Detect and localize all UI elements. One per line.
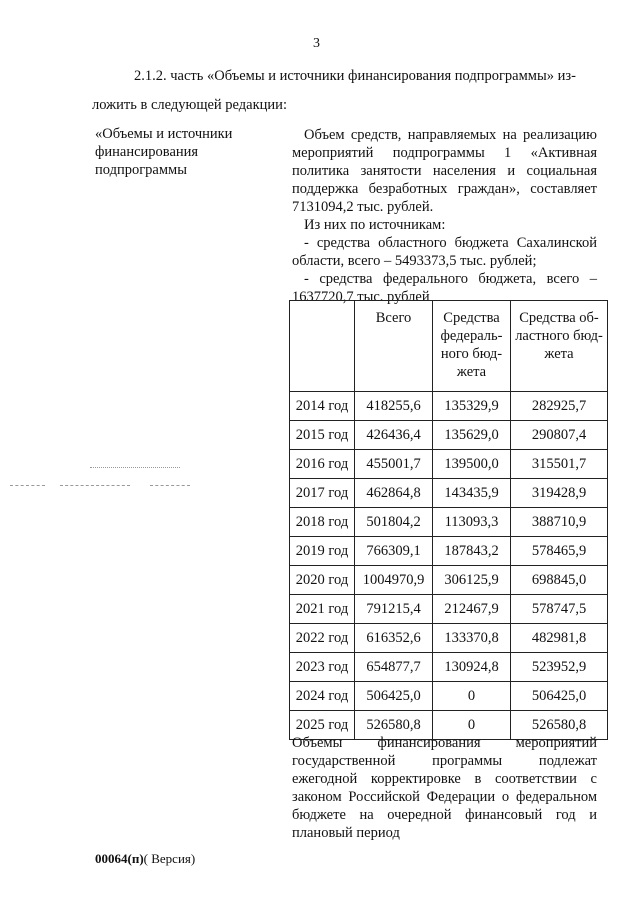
closing-paragraph: Объемы финансирования мероприятий государственной программы подлежат ежегодной корректировке в соответствии с законом Российской Федерации о федеральном бюджете на очередной финансовый год и плановый период bbox=[292, 735, 597, 841]
value-cell: 506425,0 bbox=[511, 682, 608, 711]
table-header-cell: Всего bbox=[355, 301, 433, 392]
value-cell: 133370,8 bbox=[433, 624, 511, 653]
value-cell: 135329,9 bbox=[433, 392, 511, 421]
value-cell: 319428,9 bbox=[511, 479, 608, 508]
value-cell: 698845,0 bbox=[511, 566, 608, 595]
funding-description bbox=[292, 126, 597, 306]
table-row bbox=[290, 566, 608, 595]
funding-paragraph-federal: - средства федерального бюджета, всего – 1637720,7 тыс. рублей bbox=[292, 271, 597, 305]
table-body bbox=[290, 392, 608, 740]
table-row bbox=[290, 421, 608, 450]
year-cell: 2020 год bbox=[290, 566, 355, 595]
table-row bbox=[290, 537, 608, 566]
table-header-cell: Средства об-ластного бюд-жета bbox=[511, 301, 608, 392]
value-cell: 426436,4 bbox=[355, 421, 433, 450]
value-cell: 187843,2 bbox=[433, 537, 511, 566]
value-cell: 139500,0 bbox=[433, 450, 511, 479]
table-row bbox=[290, 450, 608, 479]
value-cell: 113093,3 bbox=[433, 508, 511, 537]
section-heading-line2: ложить в следующей редакции: bbox=[92, 97, 287, 113]
table-row bbox=[290, 479, 608, 508]
funding-table bbox=[289, 300, 608, 740]
funding-paragraph-sources: Из них по источникам: bbox=[304, 217, 446, 233]
value-cell: 388710,9 bbox=[511, 508, 608, 537]
table-header-row bbox=[290, 301, 608, 392]
footer-version: ( Версия) bbox=[143, 851, 196, 866]
scan-artifact bbox=[10, 485, 45, 487]
value-cell: 130924,8 bbox=[433, 653, 511, 682]
year-cell: 2015 год bbox=[290, 421, 355, 450]
value-cell: 654877,7 bbox=[355, 653, 433, 682]
footer bbox=[95, 851, 195, 867]
value-cell: 455001,7 bbox=[355, 450, 433, 479]
table-header-cell bbox=[290, 301, 355, 392]
year-cell: 2022 год bbox=[290, 624, 355, 653]
scan-artifact bbox=[90, 467, 180, 469]
footer-code: 00064(п) bbox=[95, 851, 144, 866]
year-cell: 2023 год bbox=[290, 653, 355, 682]
value-cell: 526580,8 bbox=[355, 711, 433, 740]
value-cell: 418255,6 bbox=[355, 392, 433, 421]
value-cell: 282925,7 bbox=[511, 392, 608, 421]
value-cell: 526580,8 bbox=[511, 711, 608, 740]
year-cell: 2024 год bbox=[290, 682, 355, 711]
year-cell: 2014 год bbox=[290, 392, 355, 421]
scan-artifact bbox=[60, 485, 130, 487]
value-cell: 578465,9 bbox=[511, 537, 608, 566]
left-column-label: «Объемы и источники финансирования подпрограммы bbox=[95, 126, 233, 178]
table-row bbox=[290, 392, 608, 421]
value-cell: 462864,8 bbox=[355, 479, 433, 508]
funding-paragraph-total: Объем средств, направляемых на реализацию мероприятий подпрограммы 1 «Активная политика занятости населения и социальная поддержка безработных граждан», составляет 7131094,2 тыс. рублей. bbox=[292, 127, 597, 215]
funding-paragraph-regional: - средства областного бюджета Сахалинской области, всего – 5493373,5 тыс. рублей; bbox=[292, 235, 597, 269]
value-cell: 0 bbox=[433, 682, 511, 711]
value-cell: 616352,6 bbox=[355, 624, 433, 653]
table-row bbox=[290, 682, 608, 711]
value-cell: 506425,0 bbox=[355, 682, 433, 711]
value-cell: 0 bbox=[433, 711, 511, 740]
page-number: 3 bbox=[313, 36, 320, 51]
value-cell: 1004970,9 bbox=[355, 566, 433, 595]
year-cell: 2021 год bbox=[290, 595, 355, 624]
value-cell: 578747,5 bbox=[511, 595, 608, 624]
section-heading-line1: 2.1.2. часть «Объемы и источники финансирования подпрограммы» из- bbox=[134, 68, 576, 84]
value-cell: 791215,4 bbox=[355, 595, 433, 624]
table-row bbox=[290, 653, 608, 682]
value-cell: 135629,0 bbox=[433, 421, 511, 450]
value-cell: 143435,9 bbox=[433, 479, 511, 508]
value-cell: 501804,2 bbox=[355, 508, 433, 537]
value-cell: 315501,7 bbox=[511, 450, 608, 479]
year-cell: 2016 год bbox=[290, 450, 355, 479]
table-row bbox=[290, 595, 608, 624]
value-cell: 306125,9 bbox=[433, 566, 511, 595]
table-row bbox=[290, 624, 608, 653]
year-cell: 2018 год bbox=[290, 508, 355, 537]
table-header-cell: Средства федераль-ного бюд-жета bbox=[433, 301, 511, 392]
table-row bbox=[290, 508, 608, 537]
year-cell: 2019 год bbox=[290, 537, 355, 566]
value-cell: 523952,9 bbox=[511, 653, 608, 682]
value-cell: 290807,4 bbox=[511, 421, 608, 450]
value-cell: 766309,1 bbox=[355, 537, 433, 566]
value-cell: 212467,9 bbox=[433, 595, 511, 624]
scan-artifact bbox=[150, 485, 190, 487]
year-cell: 2025 год bbox=[290, 711, 355, 740]
value-cell: 482981,8 bbox=[511, 624, 608, 653]
year-cell: 2017 год bbox=[290, 479, 355, 508]
